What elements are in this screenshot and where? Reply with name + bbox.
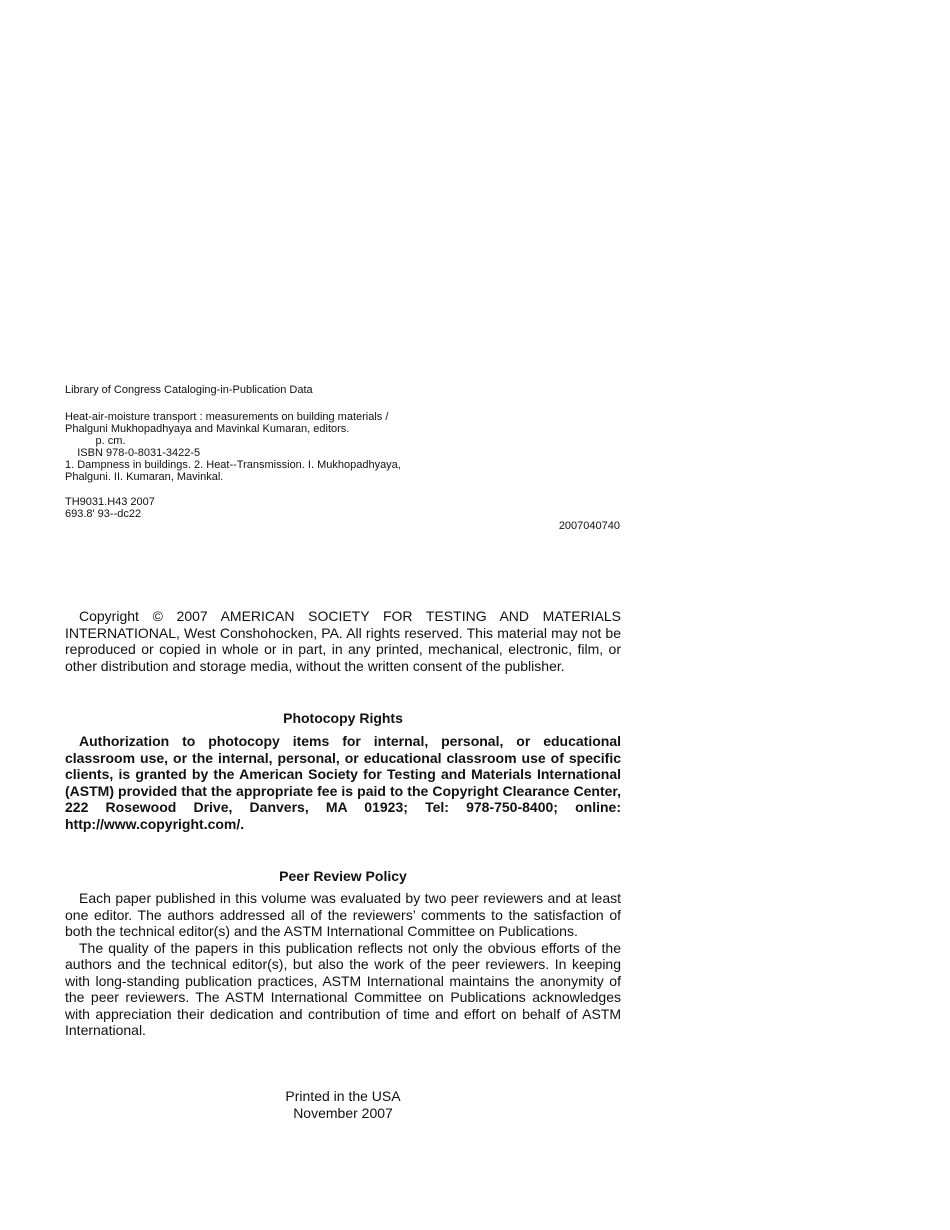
peer-review-paragraph: The quality of the papers in this publication reflects not only the obvious efforts of the authors and the technical editor(s), but also the work of the peer reviewers. In keeping with long-standing publication practices, ASTM International maintains the anonymity of the peer reviewers. The ASTM International Committee on Publications acknowledges with appreciation their dedication and contribution of time and effort on behalf of ASTM International. <box>65 939 621 1038</box>
call-number: TH9031.H43 2007 <box>65 496 155 508</box>
cip-record-line: ISBN 978-0-8031-3422-5 <box>65 447 201 459</box>
cip-record-line: Heat-air-moisture transport : measurements on building materials / <box>65 411 389 423</box>
printed-in: Printed in the USA <box>285 1088 401 1104</box>
cip-record-line: Phalguni Mukhopadhyaya and Mavinkal Kumaran, editors. <box>65 423 350 435</box>
photocopy-rights-text: Authorization to photocopy items for internal, personal, or educational classroom use, or the internal, personal, or educational classroom use of specific clients, is granted by the American Society for Testing and Materials International (ASTM) provided that the appropriate fee is paid to the Copyright Clearance Center, 222 Rosewood Drive, Danvers, MA 01923; Tel: 978-750-8400; online: http://www.copyright.com/. <box>65 733 621 832</box>
photocopy-rights-heading: Photocopy Rights <box>283 710 403 726</box>
cip-record-line: p. cm. <box>65 435 126 447</box>
imprint <box>65 1088 621 1122</box>
cip-classification <box>65 496 621 520</box>
cip-record-line: Phalguni. II. Kumaran, Mavinkal. <box>65 471 224 483</box>
dewey-number: 693.8' 93--dc22 <box>65 508 142 520</box>
copyright-notice: Copyright © 2007 AMERICAN SOCIETY FOR TESTING AND MATERIALS INTERNATIONAL, West Conshohocken, PA. All rights reserved. This material may not be reproduced or copied in whole or in part, in any printed, mechanical, electronic, film, or other distribution and storage media, without the written consent of the publisher. <box>65 608 621 674</box>
print-date: November 2007 <box>293 1105 393 1121</box>
cip-record-line: 1. Dampness in buildings. 2. Heat--Transmission. I. Mukhopadhyaya, <box>65 459 401 471</box>
peer-review-body <box>65 890 621 1039</box>
cip-record <box>65 411 621 483</box>
peer-review-paragraph: Each paper published in this volume was evaluated by two peer reviewers and at least one editor. The authors addressed all of the reviewers’ comments to the satisfaction of both the technical editor(s) and the ASTM International Committee on Publications. <box>65 890 621 939</box>
cip-title: Library of Congress Cataloging-in-Publication Data <box>65 384 313 396</box>
peer-review-heading: Peer Review Policy <box>279 868 407 884</box>
lccn: 2007040740 <box>558 520 620 532</box>
